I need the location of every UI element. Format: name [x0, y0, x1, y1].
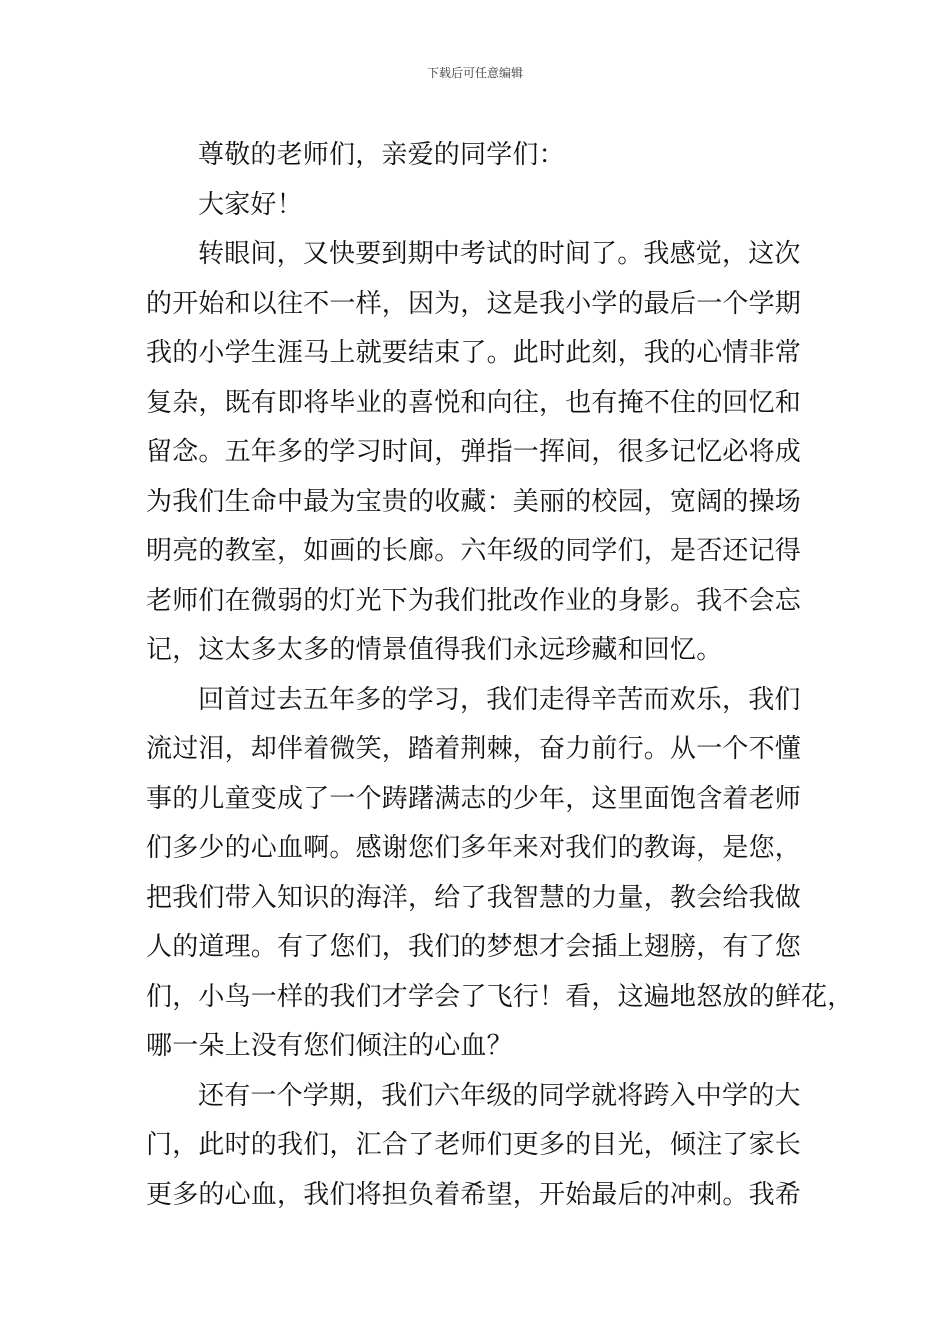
text-line: 门，此时的我们，汇合了老师们更多的目光，倾注了家长 [146, 1130, 802, 1160]
text-line: 哪一朵上没有您们倾注的心血？ [146, 1031, 513, 1061]
text-line: 把我们带入知识的海洋，给了我智慧的力量，教会给我做 [146, 882, 802, 913]
text-line: 的开始和以往不一样，因为，这是我小学的最后一个学期 [146, 288, 802, 319]
text-line: 大家好！ [198, 189, 303, 220]
text-line: 老师们在微弱的灯光下为我们批改作业的身影。我不会忘 [146, 585, 802, 616]
text-line: 事的儿童变成了一个踌躇满志的少年，这里面饱含着老师 [146, 783, 802, 814]
text-line: 人的道理。有了您们，我们的梦想才会插上翅膀，有了您 [146, 932, 802, 962]
text-line: 复杂，既有即将毕业的喜悦和向往，也有掩不住的回忆和 [146, 387, 802, 418]
text-line: 留念。五年多的学习时间，弹指一挥间，很多记忆必将成 [146, 437, 802, 467]
text-line: 回首过去五年多的学习，我们走得辛苦而欢乐，我们 [198, 684, 801, 715]
text-line: 还有一个学期，我们六年级的同学就将跨入中学的大 [198, 1080, 801, 1111]
text-line: 们，小鸟一样的我们才学会了飞行！看，这遍地怒放的鲜花， [146, 981, 854, 1012]
text-line: 转眼间，又快要到期中考试的时间了。我感觉，这次 [198, 239, 801, 269]
text-line: 们多少的心血啊。感谢您们多年来对我们的教诲，是您， [146, 833, 802, 863]
text-line: 明亮的教室，如画的长廊。六年级的同学们，是否还记得 [146, 536, 802, 566]
text-line: 我的小学生涯马上就要结束了。此时此刻，我的心情非常 [146, 338, 802, 368]
text-line: 更多的心血，我们将担负着希望，开始最后的冲刺。我希 [146, 1179, 802, 1210]
page-header: 下载后可任意编辑 [426, 66, 523, 80]
text-line: 尊敬的老师们，亲爱的同学们： [198, 140, 565, 170]
text-line: 流过泪，却伴着微笑，踏着荆棘，奋力前行。从一个不懂 [146, 734, 802, 764]
text-line: 记，这太多太多的情景值得我们永远珍藏和回忆。 [146, 635, 723, 665]
text-line: 为我们生命中最为宝贵的收藏：美丽的校园，宽阔的操场 [146, 486, 802, 517]
document-body [146, 131, 854, 1220]
